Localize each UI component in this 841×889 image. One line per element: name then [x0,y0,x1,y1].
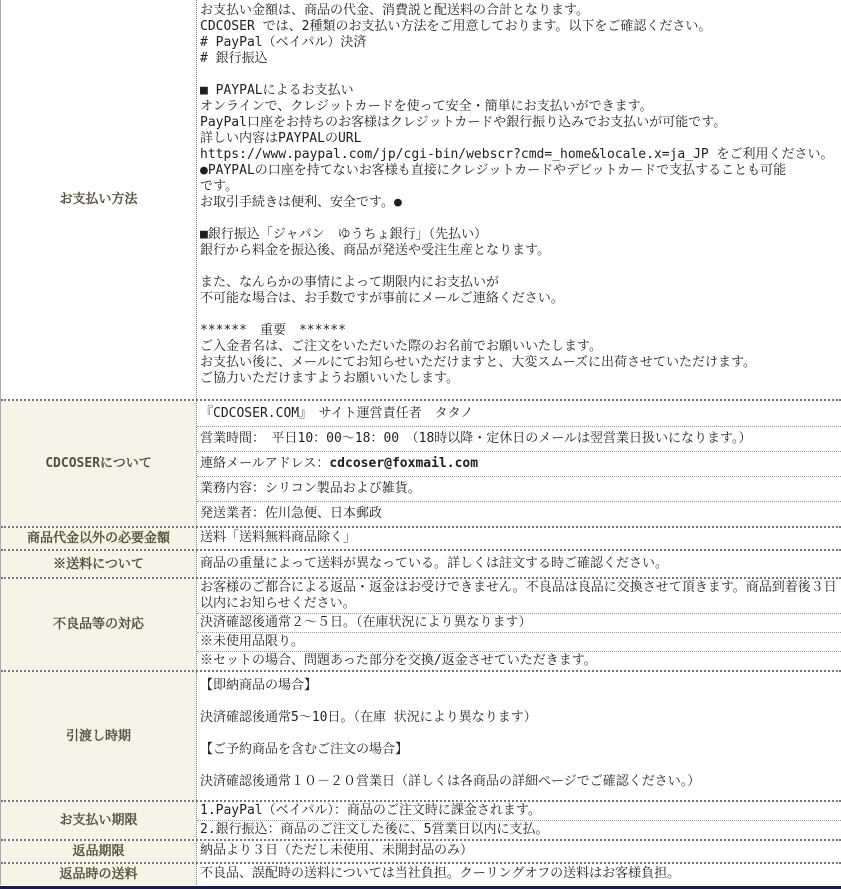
text-line: 銀行から料金を振込後、商品が発送や受注生産となります。 [200,243,550,258]
subrow-payment-deadline-1: 2.銀行振込：商品のご注文した後に、5営業日以内に支払。 [197,820,841,839]
text-block-delivery-time [197,672,841,792]
contact-email-label: 連絡メールアドレス： [200,456,330,471]
text-line: https://www.paypal.com/jp/cgi-bin/webscr?cmd=_home&locale.x=ja_JP をご利用ください。 [200,147,834,162]
row-content-payment-deadline [197,802,841,839]
text-line: # PayPal（ベイパル）決済 [200,35,367,50]
row-header-defective-items: 不良品等の対応 [1,579,197,670]
text-line: ご協力いただけますようお願いいたします。 [200,371,459,386]
text-line [200,67,841,83]
text-line: ■ PAYPALによるお支払い [200,83,354,98]
subrow-about-cdcoser-4: 発送業者：佐川急便、日本郵政 [197,501,841,526]
subrow-payment-deadline-0: 1.PayPal（ベイパル）：商品のご注文時に課金されます。 [200,803,541,818]
row-about-shipping-fee [1,549,841,577]
subrow-about-cdcoser-2 [197,451,841,476]
row-delivery-time [1,670,841,800]
text-line: 【ご予約商品を含むご注文の場合】 [200,742,409,757]
row-header-delivery-time: 引渡し時期 [1,672,197,800]
row-header-about-shipping-fee: ※送料について [1,551,197,577]
contact-email: cdcoser@foxmail.com [329,456,479,471]
text-line: PayPal口座をお持ちのお客様はクレジットカードや銀行振り込みでお支払いが可能です。 [200,115,727,130]
text-line [200,726,841,742]
text-line: 【即納商品の場合】 [200,678,318,693]
row-header-about-cdcoser: CDCOSERについて [1,401,197,526]
text-line [200,259,841,275]
subrow-return-deadline-0: 納品より３日（ただし未使用、未開封品のみ） [200,843,474,858]
row-payment-deadline [1,800,841,839]
subrow-about-shipping-fee-0: 商品の重量によって送料が異なっている。詳しくは註文する時ご確認ください。 [200,556,669,571]
row-content-about-cdcoser [197,401,841,526]
text-line [200,307,841,323]
text-line [200,758,841,774]
subrow-defective-items-0: お客様のご都合による返品・返金はお受けできません。不良品は良品に交換させて頂きます。商品到着後３日以内にお知らせください。 [200,580,837,611]
text-line: お支払い金額は、商品の代金、消費説と配送料の合計となります。 [200,3,589,18]
row-header-return-deadline: 返品期限 [1,841,197,862]
text-line: ご入金者名は、ご注文をいただいた際のお名前でお願いいたします。 [200,339,602,354]
text-line: # 銀行振込 [200,51,268,66]
row-content-return-shipping-cost [197,864,841,885]
subrow-defective-items-1: 決済確認後通常２～５日。（在庫状況により異なります） [197,613,841,632]
row-defective-items [1,577,841,670]
text-line: ●PAYPALの口座を持てないお客様も直接にクレジットカードやデビットカードで支払することも可能 [200,163,787,178]
text-line: お取引手続きは便利、安全です。● [200,195,402,210]
subrow-return-shipping-cost-0: 不良品、誤配時の送料については当社負担。クーリングオフの送料はお客様負担。 [200,865,681,881]
row-header-extra-charges: 商品代金以外の必要金額 [1,528,197,549]
text-block-payment-method [197,0,841,389]
text-line: CDCOSER では、2種類のお支払い方法をご用意しております。以下をご確認ください。 [200,19,712,34]
row-content-extra-charges [197,528,841,549]
subrow-extra-charges-0: 送料「送料無料商品除く」 [200,529,357,545]
text-line: お支払い後に、メールにてお知らせいただけますと、大変スムーズに出荷させていただけます。 [200,355,757,370]
subrow-about-cdcoser-3: 業務内容：シリコン製品および雑貨。 [197,476,841,501]
text-line [200,694,841,710]
text-line: また、なんらかの事情によって期限内にお支払いが [200,275,500,290]
text-line: 不可能な場合は、お手数ですが事前にメールご連絡ください。 [200,291,564,306]
subrow-about-cdcoser-1: 営業時間： 平日10：00～18：00 （18時以降・定休日のメールは翌営業日扱いになります。） [197,426,841,451]
row-content-payment-method [197,0,841,399]
subrow-defective-items-3: ※セットの場合、問題あった部分を交換/返金させていただきます。 [197,651,841,670]
row-content-delivery-time [197,672,841,800]
subrow-about-cdcoser-0: 『CDCOSER.COM』 サイト運営責任者 タタノ [200,405,474,421]
subrow-defective-items-2: ※未使用品限り。 [197,632,841,651]
row-payment-method [1,0,841,399]
row-return-shipping-cost [1,862,841,885]
text-line: 決済確認後通常5～10日。（在庫 状況により異なります） [200,710,537,725]
row-content-about-shipping-fee [197,551,841,577]
text-line: ■銀行振込「ジャパン ゆうちょ銀行」（先払い） [200,227,488,242]
row-about-cdcoser [1,399,841,526]
text-line: です。 [200,179,238,194]
row-header-return-shipping-cost: 返品時の送料 [1,864,197,885]
text-line: 詳しい内容はPAYPALのURL [200,131,362,146]
row-header-payment-method: お支払い方法 [1,0,197,399]
text-line: 決済確認後通常１０－２０営業日（詳しくは各商品の詳細ページでご確認ください。） [200,774,701,789]
row-header-payment-deadline: お支払い期限 [1,802,197,839]
row-extra-charges [1,526,841,549]
text-line [200,211,841,227]
row-content-defective-items [197,579,841,670]
text-line: オンラインで、クレジットカードを使って安全・簡単にお支払いができます。 [200,99,653,114]
row-content-return-deadline [197,841,841,862]
row-return-deadline [1,839,841,862]
text-line: ****** 重要 ****** [200,323,346,338]
